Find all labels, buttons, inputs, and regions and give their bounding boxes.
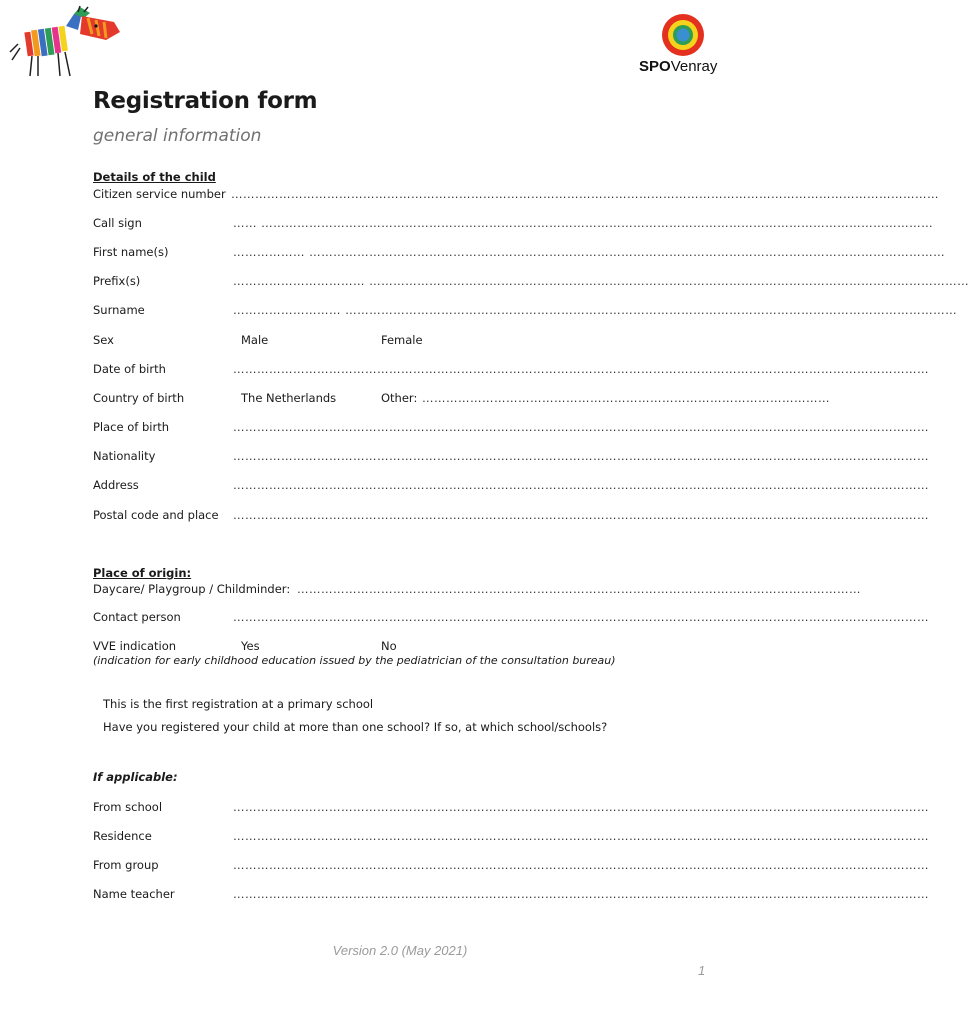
postal-code-label: Postal code and place [93, 508, 219, 522]
contact-person-label: Contact person [93, 610, 181, 624]
call-sign-field[interactable]: …… …………………………………………………………………………………………………………………………………………………… [233, 216, 934, 230]
surname-field[interactable]: ……………………… ……………………………………………………………………………………………………………………………………… [233, 303, 958, 317]
page-title: Registration form [93, 88, 318, 114]
from-school-label: From school [93, 800, 163, 814]
from-school-field[interactable]: ………………………………………………………………………………………………………………………………………………………… [233, 800, 929, 814]
name-teacher-label: Name teacher [93, 887, 175, 901]
place-of-birth-field[interactable]: ………………………………………………………………………………………………………………………………………………………… [233, 420, 929, 434]
vve-option-no[interactable]: No [381, 639, 397, 653]
country-option-netherlands[interactable]: The Netherlands [241, 391, 337, 405]
section-heading-child: Details of the child [93, 170, 216, 184]
vve-indication-label: VVE indication [93, 639, 177, 653]
prefix-field[interactable]: …………………………… …………………………………………………………………………………………………………………………………… [233, 274, 969, 288]
zebra-logo [8, 4, 123, 79]
page-subtitle: general information [93, 126, 262, 146]
prefix-label: Prefix(s) [93, 274, 141, 288]
date-of-birth-label: Date of birth [93, 362, 166, 376]
call-sign-label: Call sign [93, 216, 142, 230]
multiple-schools-question: Have you registered your child at more than one school? If so, at which school/schools? [103, 720, 608, 734]
place-of-birth-label: Place of birth [93, 420, 169, 434]
citizen-service-number-field[interactable]: …………………………………………………………………………………………………………………………………………………………… [231, 187, 939, 201]
address-field[interactable]: ………………………………………………………………………………………………………………………………………………………… [233, 478, 929, 492]
daycare-label: Daycare/ Playgroup / Childminder: [93, 582, 291, 596]
from-group-field[interactable]: ………………………………………………………………………………………………………………………………………………………… [233, 858, 929, 872]
country-option-other[interactable]: Other: [381, 391, 418, 405]
country-of-birth-label: Country of birth [93, 391, 185, 405]
name-teacher-field[interactable]: ………………………………………………………………………………………………………………………………………………………… [233, 887, 929, 901]
section-heading-if-applicable: If applicable: [93, 770, 178, 784]
residence-field[interactable]: ………………………………………………………………………………………………………………………………………………………… [233, 829, 929, 843]
from-group-label: From group [93, 858, 159, 872]
section-heading-origin: Place of origin: [93, 566, 192, 580]
nationality-label: Nationality [93, 449, 156, 463]
vve-option-yes[interactable]: Yes [241, 639, 260, 653]
sex-label: Sex [93, 333, 114, 347]
postal-code-field[interactable]: ………………………………………………………………………………………………………………………………………………………… [233, 508, 929, 522]
vve-note: (indication for early childhood education issued by the pediatrician of the consultation bureau) [93, 654, 616, 667]
sex-option-male[interactable]: Male [241, 333, 269, 347]
brand-name: SPOVenray [639, 58, 718, 75]
first-names-label: First name(s) [93, 245, 169, 259]
surname-label: Surname [93, 303, 145, 317]
page-number: 1 [698, 963, 706, 978]
residence-label: Residence [93, 829, 152, 843]
sex-option-female[interactable]: Female [381, 333, 423, 347]
first-registration-option[interactable]: This is the first registration at a primary school [103, 697, 374, 711]
nationality-field[interactable]: ………………………………………………………………………………………………………………………………………………………… [233, 449, 929, 463]
country-other-field[interactable]: ………………………………………………………………………………………… [422, 391, 830, 405]
first-names-field[interactable]: ……………… …………………………………………………………………………………………………………………………………………… [233, 245, 946, 259]
date-of-birth-field[interactable]: ………………………………………………………………………………………………………………………………………………………… [233, 362, 929, 376]
citizen-service-number-label: Citizen service number [93, 187, 226, 201]
spo-venray-logo [660, 12, 706, 58]
version-footer: Version 2.0 (May 2021) [332, 943, 468, 958]
contact-person-field[interactable]: ………………………………………………………………………………………………………………………………………………………… [233, 610, 929, 624]
daycare-field[interactable]: …………………………………………………………………………………………………………………………… [297, 582, 861, 596]
address-label: Address [93, 478, 139, 492]
